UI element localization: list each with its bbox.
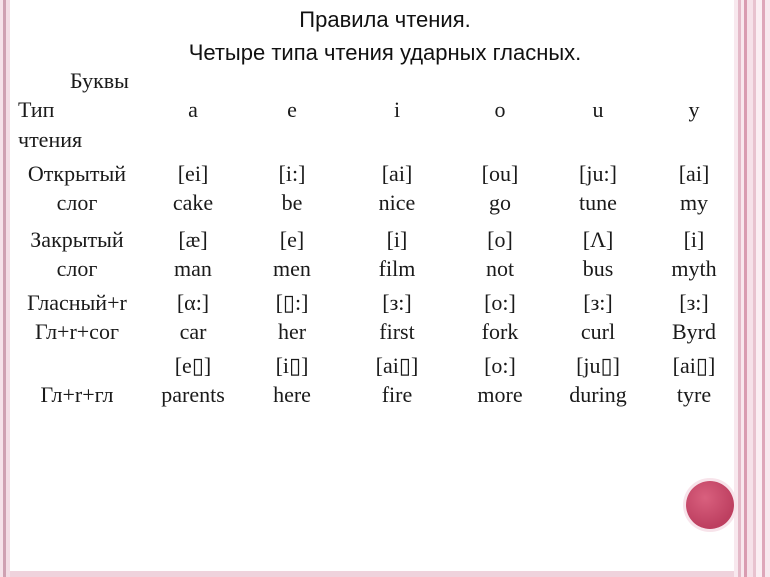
header-reading-label: чтения xyxy=(18,127,83,152)
ipa-transcription: [o:] xyxy=(484,353,516,378)
letter-a: a xyxy=(188,97,198,122)
ipa-transcription: [i▯] xyxy=(275,353,309,378)
example-word: more xyxy=(477,382,523,407)
example-word: cake xyxy=(172,190,214,215)
table-cell xyxy=(548,288,648,346)
table-cell xyxy=(143,159,243,217)
example-word: during xyxy=(569,382,627,407)
row-label-vowel-r xyxy=(12,288,142,346)
row-label-line: Гласный+r xyxy=(27,290,127,315)
page-subtitle: Четыре типа чтения ударных гласных. xyxy=(188,40,582,65)
letter-u: u xyxy=(592,97,604,122)
table-cell xyxy=(644,225,744,283)
table-cell xyxy=(548,225,648,283)
ipa-transcription: [æ] xyxy=(178,227,208,252)
example-word: first xyxy=(379,319,415,344)
ipa-transcription: [i] xyxy=(683,227,705,252)
table-cell xyxy=(347,225,447,283)
row-label-line: Открытый xyxy=(27,161,127,186)
table-cell xyxy=(347,159,447,217)
row-label-closed xyxy=(12,225,142,283)
table-cell xyxy=(644,288,744,346)
table-cell xyxy=(548,351,648,409)
table-cell xyxy=(242,288,342,346)
header-letters-label: Буквы xyxy=(70,68,129,93)
example-word: Byrd xyxy=(672,319,716,344)
example-word: here xyxy=(273,382,311,407)
example-word: men xyxy=(273,256,311,281)
table-cell xyxy=(644,159,744,217)
row-label-line: слог xyxy=(56,190,98,215)
ipa-transcription: [o] xyxy=(487,227,513,252)
example-word: tune xyxy=(579,190,617,215)
row-label-line: Гл+r+гл xyxy=(40,382,114,407)
ipa-transcription: [i] xyxy=(386,227,408,252)
left-decorative-border xyxy=(0,0,10,577)
example-word: my xyxy=(679,190,709,215)
table-cell xyxy=(450,351,550,409)
letter-y: y xyxy=(688,97,700,122)
row-label-line: слог xyxy=(56,256,98,281)
ipa-transcription: [e] xyxy=(279,227,305,252)
letter-i: i xyxy=(393,97,401,122)
ipa-transcription: [ju:] xyxy=(579,161,617,186)
row-label-line: Закрытый xyxy=(30,227,124,252)
header-type-label: Тип xyxy=(18,97,55,122)
ipa-transcription: [ai▯] xyxy=(375,353,419,378)
letter-e: e xyxy=(287,97,297,122)
ipa-transcription: [e▯] xyxy=(174,353,212,378)
table-cell xyxy=(347,351,447,409)
example-word: her xyxy=(277,319,307,344)
ipa-transcription: [ai] xyxy=(381,161,413,186)
example-word: film xyxy=(378,256,416,281)
ipa-transcription: [i:] xyxy=(278,161,306,186)
ipa-transcription: [з:] xyxy=(679,290,709,315)
example-word: be xyxy=(281,190,303,215)
example-word: bus xyxy=(582,256,614,281)
table-cell xyxy=(242,351,342,409)
example-word: fork xyxy=(481,319,519,344)
ipa-transcription: [Λ] xyxy=(582,227,614,252)
example-word: parents xyxy=(161,382,225,407)
example-word: not xyxy=(485,256,515,281)
row-label-line: Гл+r+сог xyxy=(35,319,119,344)
table-cell xyxy=(143,288,243,346)
example-word: go xyxy=(489,190,511,215)
ipa-transcription: [o:] xyxy=(484,290,516,315)
ipa-transcription: [α:] xyxy=(176,290,210,315)
example-word: curl xyxy=(580,319,616,344)
letter-o: o xyxy=(494,97,506,122)
example-word: car xyxy=(179,319,207,344)
example-word: man xyxy=(174,256,212,281)
table-cell xyxy=(347,288,447,346)
ipa-transcription: [з:] xyxy=(382,290,412,315)
ipa-transcription: [ju▯] xyxy=(576,353,620,378)
decorative-circle xyxy=(686,481,734,529)
table-cell xyxy=(450,159,550,217)
page-title: Правила чтения. xyxy=(299,7,471,32)
table-cell xyxy=(242,225,342,283)
table-cell xyxy=(548,159,648,217)
table-cell xyxy=(242,159,342,217)
ipa-transcription: [ou] xyxy=(481,161,519,186)
row-label-vowel-r-vowel xyxy=(12,380,142,409)
example-word: nice xyxy=(378,190,416,215)
table-cell xyxy=(644,351,744,409)
table-cell xyxy=(450,225,550,283)
ipa-transcription: [з:] xyxy=(583,290,613,315)
table-cell xyxy=(450,288,550,346)
example-word: fire xyxy=(381,382,413,407)
example-word: myth xyxy=(671,256,717,281)
table-cell xyxy=(143,351,243,409)
ipa-transcription: [▯:] xyxy=(275,290,309,315)
ipa-transcription: [ai] xyxy=(678,161,710,186)
ipa-transcription: [ei] xyxy=(177,161,209,186)
ipa-transcription: [ai▯] xyxy=(672,353,716,378)
example-word: tyre xyxy=(676,382,712,407)
bottom-decorative-line xyxy=(10,571,734,577)
table-cell xyxy=(143,225,243,283)
row-label-open xyxy=(12,159,142,217)
